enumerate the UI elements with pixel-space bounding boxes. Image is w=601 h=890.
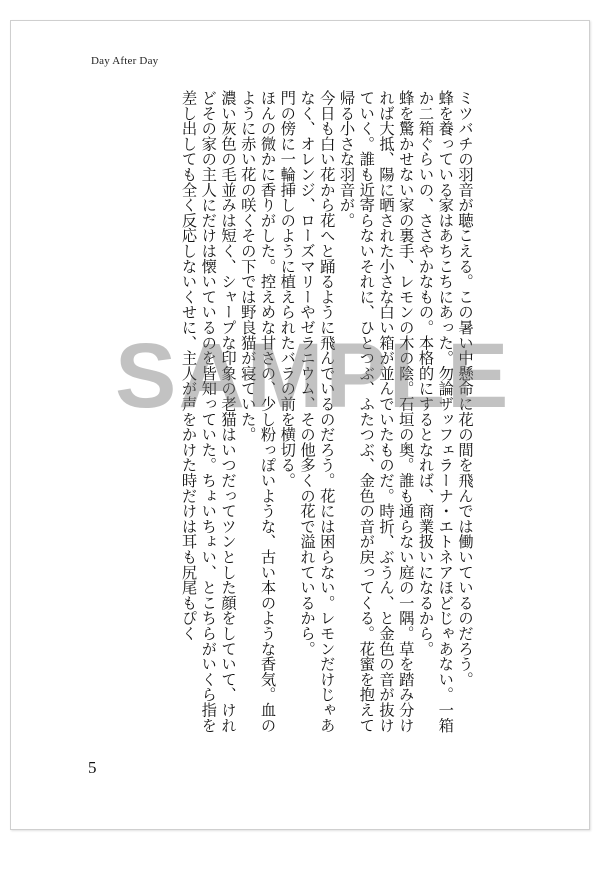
paragraph: 今日も白い花から花へと踊るように飛んでいるのだろう。花には困らない。レモンだけじゃあなく、オレンジ、ローズマリーやゼラニウム、その他多くの花で溢れているから。 bbox=[298, 90, 336, 733]
paragraph: 蜂を養っている家はあちこちにあった。勿論ザッフェラーナ・エトネアほどじゃあない。一箱か二箱ぐらいの、ささやかなもの。本格的にするとなれば、商業扱いになるから。 bbox=[416, 90, 455, 733]
paragraph: ほんの微かに香りがした。控えめな甘さの、少し粉っぽいような、古い本のような香気。血のように赤い花の咲くその下では野良猫が寝ていた。 bbox=[238, 90, 277, 733]
running-head: Day After Day bbox=[91, 55, 159, 67]
paragraph: 門の傍に一輪挿しのように植えられたバラの前を横切る。 bbox=[278, 90, 297, 488]
paragraph: 蜂を驚かせない家の裏手、レモンの木の陰。石垣の奥。誰も通らない庭の一隅。草を踏み分ければ大抵、陽に晒された小さな白い箱が並んでいたものだ。時折、ぶうん、と金色の音が抜けていく。誰も近寄らないそれに、ひとつぶ、ふたつぶ、金色の音が戻ってくる。花蜜を抱えて帰る小さな羽音が。 bbox=[337, 90, 415, 733]
vertical-body-text bbox=[158, 90, 474, 740]
sample-watermark: SAMPLE bbox=[115, 325, 511, 427]
page-number: 5 bbox=[88, 758, 97, 777]
paragraph: 濃い灰色の毛並みは短く、シャープな印象の老猫はいつだってツンとした顔をしていて、けれどその家の主人にだけは懐いているのを皆知っていた。ちょいちょい、とこちらがいくら指を差し出しても全く反応しないくせに、主人が声をかけた時だけは耳も尻尾もぴく bbox=[179, 90, 237, 733]
paragraph: ミツバチの羽音が聴こえる。この暑い中懸命に花の間を飛んでは働いているのだろう。 bbox=[456, 90, 474, 687]
